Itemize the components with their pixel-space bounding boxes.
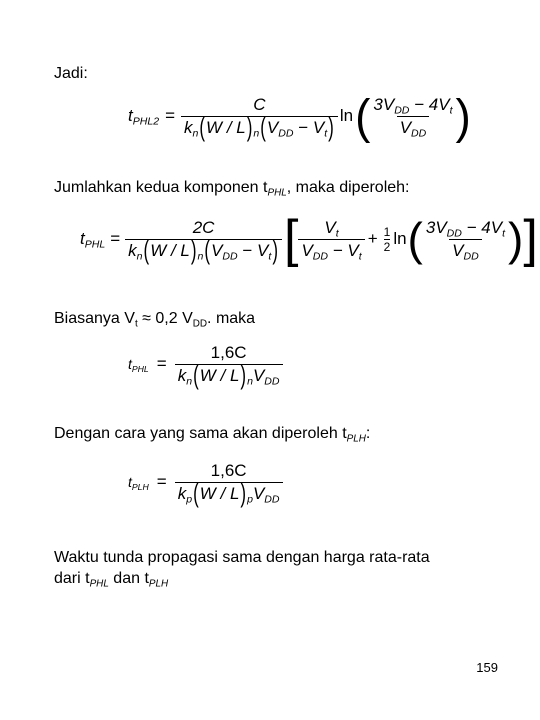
eq3-vdd-sub: DD — [264, 375, 280, 388]
eq2-f-vt: V — [324, 217, 336, 237]
eq3-fraction — [175, 342, 283, 390]
eq2-vt: V — [257, 240, 269, 260]
eq3-wl-sub: n — [247, 375, 253, 388]
eq4-lhs — [128, 474, 149, 493]
eq2-equals: = — [110, 229, 121, 248]
eq1-k-sub: n — [192, 127, 199, 140]
eq1-3vdd: 3V — [373, 94, 395, 114]
eq3-denominator: $k_n(W / L)_nV_{DD}$ — [175, 364, 283, 386]
eq2-vt-fraction — [298, 218, 364, 261]
eq2-half-num: 1 — [383, 224, 391, 239]
equation-tplh — [128, 456, 283, 508]
biasanya-mid: ≈ 0,2 V — [137, 310, 193, 327]
waktu-text-1: Waktu tunda propagasi sama dengan harga rata-rata — [54, 549, 430, 566]
eq2-3vdd-sub: DD — [446, 227, 462, 240]
eq2-ln-den — [449, 239, 482, 261]
biasanya-line — [54, 309, 255, 329]
jumlahkan-sub: PHL — [267, 187, 287, 199]
eq4-lhs-t: t — [128, 474, 132, 490]
eq4-fraction — [175, 460, 283, 508]
eq4-wl: W / L — [199, 483, 240, 503]
eq2-ln-num — [423, 218, 508, 239]
eq2-k: k — [128, 240, 137, 260]
dengan-line — [54, 424, 370, 444]
eq2-plus: + — [367, 229, 378, 248]
equation-tphl-approx — [128, 338, 283, 390]
eq1-wl: W / L — [206, 117, 246, 137]
eq3-lhs — [128, 356, 149, 375]
eq3-k: k — [177, 365, 187, 385]
eq2-3vdd: 3V — [425, 217, 447, 237]
dengan-suffix: : — [365, 425, 371, 442]
eq2-wl-sub: n — [197, 250, 204, 263]
eq3-lhs-t: t — [128, 356, 132, 372]
eq1-ln-den — [397, 116, 430, 138]
eq2-ln-fraction — [423, 218, 508, 261]
eq3-lhs-sub: PHL — [131, 364, 149, 375]
eq1-ln: ln — [339, 106, 354, 125]
eq1-lhs-t: t — [128, 106, 133, 125]
jumlahkan-suffix: , maka diperoleh: — [286, 179, 410, 196]
biasanya-sub-dd: DD — [192, 318, 208, 330]
eq1-lhs — [128, 106, 159, 126]
eq3-k-sub: n — [186, 375, 193, 388]
biasanya-text: Biasanya V — [54, 310, 135, 327]
eq2-f-vdd: V — [301, 240, 313, 260]
eq1-ln-fraction — [370, 95, 455, 138]
eq2-numerator: 2C — [192, 217, 215, 237]
eq1-ln-vdd-sub: DD — [411, 127, 427, 140]
eq1-ln-num — [370, 95, 455, 116]
jadi-text: Jadi: — [54, 65, 88, 82]
eq4-vdd: V — [252, 483, 265, 503]
waktu-line-1 — [54, 548, 430, 568]
waktu-mid: dan t — [108, 570, 149, 587]
eq2-k-sub: n — [136, 250, 143, 263]
dengan-sub: PLH — [346, 433, 366, 445]
equation-tphl2: $t_{PHL2}$ = $\frac{C}{k_n(W / L)_n(V_{DD} - V_t)}$ ln ( $\frac{3V_{DD} - 4V_t}{V_{DD}}$ ) — [128, 88, 471, 144]
eq2-4vt: − 4V — [466, 217, 503, 237]
jumlahkan-line — [54, 178, 409, 198]
eq1-4vt: − 4V — [414, 94, 450, 114]
eq3-vdd: V — [252, 365, 265, 385]
eq2-f-den — [298, 239, 364, 261]
eq1-k: k — [184, 117, 193, 137]
jumlahkan-text: Jumlahkan kedua komponen t — [54, 179, 268, 196]
eq3-equals: = — [156, 354, 167, 373]
eq2-ln-vdd-sub: DD — [463, 250, 479, 263]
jadi-label — [54, 64, 88, 84]
eq2-f-minus-vt: − V — [332, 240, 359, 260]
eq2-vdd: V — [211, 240, 223, 260]
waktu-sub-phl: PHL — [89, 578, 109, 590]
eq2-vdd-sub: DD — [222, 250, 238, 263]
eq2-ln: ln — [393, 229, 407, 248]
eq4-k: k — [177, 483, 187, 503]
eq1-equals: = — [165, 106, 176, 125]
eq2-wl: W / L — [150, 240, 190, 260]
eq2-f-vdd-sub: DD — [312, 250, 329, 263]
eq2-f-vt-sub: t — [335, 227, 339, 240]
biasanya-sub-t: t — [134, 318, 138, 330]
dengan-text: Dengan cara yang sama akan diperoleh t — [54, 425, 347, 442]
eq2-minus: − — [242, 240, 253, 260]
eq4-wl-sub: p — [247, 493, 253, 506]
eq1-minus: − — [298, 117, 309, 137]
eq2-lhs-t: t — [80, 229, 85, 248]
eq1-ln-vdd: V — [399, 117, 412, 137]
eq4-denominator: $k_p(W / L)_pV_{DD}$ — [175, 482, 283, 504]
eq2-half — [384, 225, 391, 254]
eq1-vdd-sub: DD — [278, 127, 294, 140]
eq1-3vdd-sub: DD — [394, 104, 410, 117]
eq2-denominator: $k_n(W / L)_n(V_{DD} - V_t)$ — [125, 239, 282, 261]
eq1-vt: V — [312, 117, 325, 137]
eq2-4vt-sub: t — [502, 227, 506, 240]
eq4-lhs-sub: PLH — [131, 482, 149, 493]
waktu-line-2 — [54, 569, 168, 589]
eq1-vt-sub: t — [324, 127, 328, 140]
eq1-numerator: C — [253, 94, 266, 114]
eq1-denominator: $k_n(W / L)_n(V_{DD} - V_t)$ — [181, 116, 338, 138]
eq1-4vt-sub: t — [449, 104, 453, 117]
eq4-vdd-sub: DD — [264, 493, 280, 506]
eq2-lhs-sub: PHL — [84, 238, 106, 251]
eq4-equals: = — [156, 472, 167, 491]
eq2-lhs — [80, 229, 105, 249]
eq1-fraction — [181, 94, 338, 142]
page-number: 159 — [476, 660, 498, 675]
eq2-f-num — [321, 218, 341, 239]
eq3-numerator: 1,6C — [210, 342, 247, 362]
biasanya-suffix: . maka — [207, 310, 256, 327]
eq1-wl-sub: n — [253, 127, 260, 140]
waktu-text-2: dari t — [54, 570, 90, 587]
eq3-wl: W / L — [199, 365, 240, 385]
eq2-ln-vdd: V — [452, 240, 464, 260]
eq2-fraction — [125, 217, 282, 265]
waktu-sub-plh: PLH — [148, 578, 169, 590]
eq2-vt-sub: t — [268, 250, 272, 263]
eq2-half-den: 2 — [383, 239, 391, 254]
eq1-vdd: V — [266, 117, 279, 137]
eq2-f-vt2-sub: t — [358, 250, 362, 263]
eq1-lhs-sub: PHL2 — [132, 115, 160, 128]
eq4-numerator: 1,6C — [210, 460, 247, 480]
eq4-k-sub: p — [186, 493, 193, 506]
equation-tphl: $t_{PHL}$ = $\frac{2C}{k_n(W / L)_n(V_{DD} - V_t)}$ [ $\frac{V_t}{V_{DD} - V_t}$ + $\frac{1}{2}$ ln ( $\frac{3V_{DD} - 4V_t}{V_{DD}}$ ) ] — [80, 210, 538, 268]
